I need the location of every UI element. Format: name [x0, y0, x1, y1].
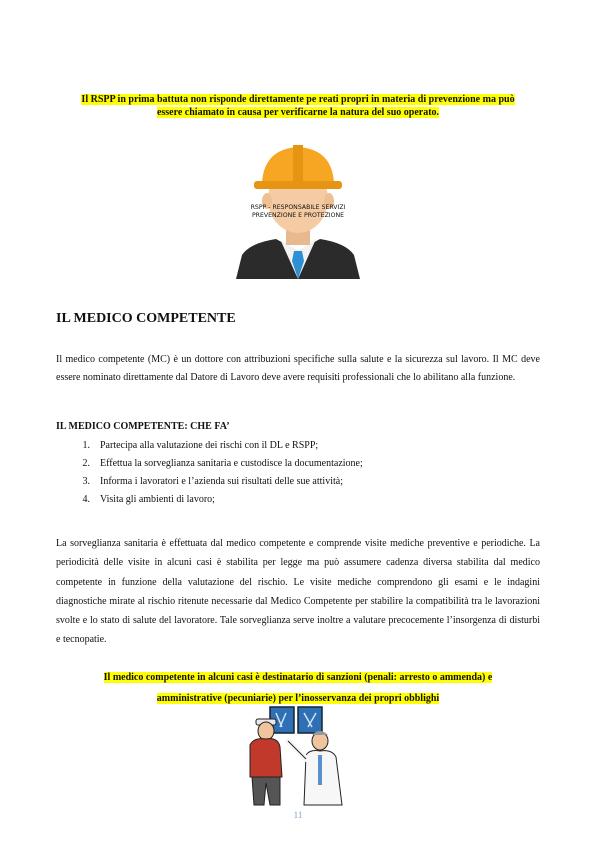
paragraph-mc-intro: Il medico competente (MC) è un dottore con attribuzioni specifiche sulla salute e la sicurezza sul lavoro. Il MC deve essere nominato direttamente dal Datore di Lavoro deve avere requisiti professionali che lo abilitano alla funzione.: [56, 354, 540, 383]
intro-line-1: Il RSPP in prima battuta non risponde direttamente pe reati propri in materia di prevenzione ma può: [81, 94, 515, 105]
badge-line-2: PREVENZIONE E PROTEZIONE: [251, 212, 345, 219]
badge-line-1: RSPP - RESPONSABILE SERVIZI: [250, 204, 346, 211]
sanctions-highlight: [56, 667, 540, 709]
list-item: 1. Partecipa alla valutazione dei rischi con il DL e RSPP;: [82, 440, 319, 451]
subheading-che-fa: IL MEDICO COMPETENTE: CHE FA’: [56, 421, 230, 432]
list-item: 2. Effettua la sorveglianza sanitaria e custodisce la documentazione;: [82, 458, 363, 469]
doctor-worker-illustration: [242, 705, 350, 807]
page-number: 11: [293, 810, 303, 820]
rspp-worker-illustration: [236, 143, 360, 279]
sanctions-line-2: amministrative (pecuniarie) per l’inosservanza dei propri obblighi: [156, 693, 440, 704]
list-item: 4. Visita gli ambienti di lavoro;: [82, 494, 215, 505]
paragraph-sorveglianza: La sorveglianza sanitaria è effettuata dal medico competente e comprende visite mediche preventive e periodiche. La periodicità delle visite in alcuni casi è stabilita per legge ma può assumere cadenza diversa stabilita dal medico competente in funzione della valutazione del rischio. Le visite mediche comprendono gli esami e le indagini diagnostiche mirate al rischio ritenute necessarie dal Medico Competente per stabilire la compatibilità tra le lavorazioni svolte e lo stato di salute del lavoratore. Tale sorveglianza serve inoltre a valutare precocemente l’insorgenza di disturbi e tecnopatie.: [56, 538, 540, 646]
sanctions-line-1: Il medico competente in alcuni casi è destinatario di sanzioni (penali: arresto o ammenda) e: [103, 672, 493, 683]
section-title: IL MEDICO COMPETENTE: [56, 311, 236, 326]
intro-line-2: essere chiamato in causa per verificarne la natura del suo operato.: [156, 107, 440, 118]
intro-highlight: [56, 93, 540, 119]
duties-list: [56, 437, 540, 509]
list-item: 3. Informa i lavoratori e l’azienda sui risultati delle sue attività;: [82, 476, 343, 487]
